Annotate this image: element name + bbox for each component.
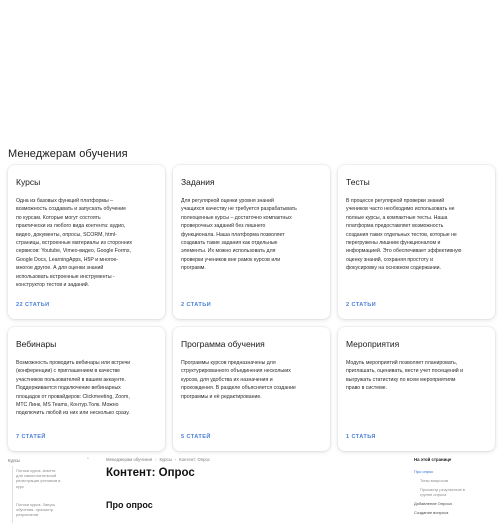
sidebar-item[interactable]: Потоки курса: Запуск обучения, просмотр результатов bbox=[16, 502, 56, 518]
toc-item[interactable]: Создание вопроса bbox=[414, 510, 449, 515]
toc-item[interactable]: Просмотр результатов в группе опроса bbox=[420, 487, 465, 497]
card-tests[interactable] bbox=[338, 165, 495, 319]
card-courses[interactable] bbox=[8, 165, 165, 319]
toc-item[interactable]: Добавление Опроса bbox=[414, 501, 452, 506]
sidebar-item[interactable]: Потоки курса: Анкета для самостоятельной регистрации учеников в курс bbox=[16, 468, 61, 489]
card-title: Мероприятия bbox=[346, 339, 400, 349]
card-webinars[interactable] bbox=[8, 327, 165, 451]
card-training-program[interactable] bbox=[173, 327, 330, 451]
card-title: Вебинары bbox=[16, 339, 57, 349]
sidebar-divider bbox=[12, 466, 13, 523]
sidebar-nav bbox=[0, 450, 98, 523]
cards-grid bbox=[8, 165, 495, 451]
card-title: Тесты bbox=[346, 177, 370, 187]
card-description: Для регулярной оценки уровня знаний учащихся качеству не требуется разрабатывать полноценные курсы – достаточно компактных проверочных заданий без лишнего функционала. Наша платформа позволяет создавать такие задания как отдельные элементы. Их можно использовать для проверки учеников вне рамок курсов или программ. bbox=[181, 198, 297, 272]
toc-heading: На этой странице bbox=[414, 457, 452, 462]
card-article-count[interactable]: 2 СТАТЬИ bbox=[181, 302, 212, 308]
sidebar-heading[interactable]: Курсы bbox=[8, 458, 20, 463]
card-description: Программы курсов предназначены для структурированного объединения нескольких курсов, для удобства их назначения и прохождения. В разделе объясняется создание программы и её редактирование. bbox=[181, 360, 296, 400]
card-events[interactable] bbox=[338, 327, 495, 451]
table-of-contents bbox=[414, 457, 504, 519]
card-description: В процессе регулярной проверки знаний учеников часто необходимо использовать не полные курсы, а компактные тесты. Наша платформа предоставляет возможность создания таких отдельных тестов, которые не перегружены лишним функционалом и информацией. Это обеспечивает эффективную оценку знаний, сохраняя простоту и фокусировку на основном содержании. bbox=[346, 198, 462, 272]
section-title: Менеджерам обучения bbox=[8, 148, 128, 160]
card-description: Одна из базовых функций платформы – возможность создавать и запускать обучение по курсам. Которые могут состоять практически из любого вида контента: аудио, видео, документы, опросы, SCORM, html- страницы, встроенные материалы из сторонних сервисов: Youtube, Vimeo-видео, Google Forms, Google Docs, LearningApps, H5P и многое- многое другое. А для оценки знаний использовать встроенные инструменты - конструктор тестов и заданий. bbox=[16, 198, 133, 289]
card-article-count[interactable]: 1 СТАТЬЯ bbox=[346, 434, 376, 440]
toc-item[interactable]: Типы вопросов bbox=[420, 478, 448, 483]
card-article-count[interactable]: 2 СТАТЬИ bbox=[346, 302, 377, 308]
card-title: Задания bbox=[181, 177, 215, 187]
breadcrumb-current: Контент: Опрос bbox=[179, 457, 211, 462]
card-description: Возможность проводить вебинары или встречи (конференции) с приглашением в качестве участников пользователей в вашем аккаунте. Поддерживается подключение вебинарных площадок от провайдеров: Clickmeeting, Zoom, МТС Линк, MS Teams, Контур.Толк. Можно подключить любой из них или несколько сразу. bbox=[16, 360, 131, 417]
breadcrumb-item[interactable]: Курсы bbox=[159, 457, 172, 462]
card-article-count[interactable]: 7 СТАТЕЙ bbox=[16, 434, 46, 440]
page-title: Контент: Опрос bbox=[106, 467, 195, 479]
page-subtitle: Про опрос bbox=[106, 500, 153, 510]
breadcrumb bbox=[106, 457, 210, 462]
toc-item[interactable]: Про опрос bbox=[414, 469, 434, 474]
chevron-up-icon[interactable]: ⌃ bbox=[86, 457, 90, 462]
card-assignments[interactable] bbox=[173, 165, 330, 319]
card-title: Курсы bbox=[16, 177, 41, 187]
card-article-count[interactable]: 22 СТАТЬИ bbox=[16, 302, 50, 308]
breadcrumb-separator: › bbox=[155, 457, 157, 462]
card-title: Программа обучения bbox=[181, 339, 265, 349]
card-article-count[interactable]: 5 СТАТЕЙ bbox=[181, 434, 211, 440]
card-description: Модуль мероприятий позволяет планировать, приглашать, оценивать, вести учет посещений и выгружать статистику по всем мероприятиям право в системе. bbox=[346, 360, 464, 392]
breadcrumb-separator: › bbox=[174, 457, 177, 462]
breadcrumb-item[interactable]: Менеджерам обучения bbox=[106, 457, 153, 462]
